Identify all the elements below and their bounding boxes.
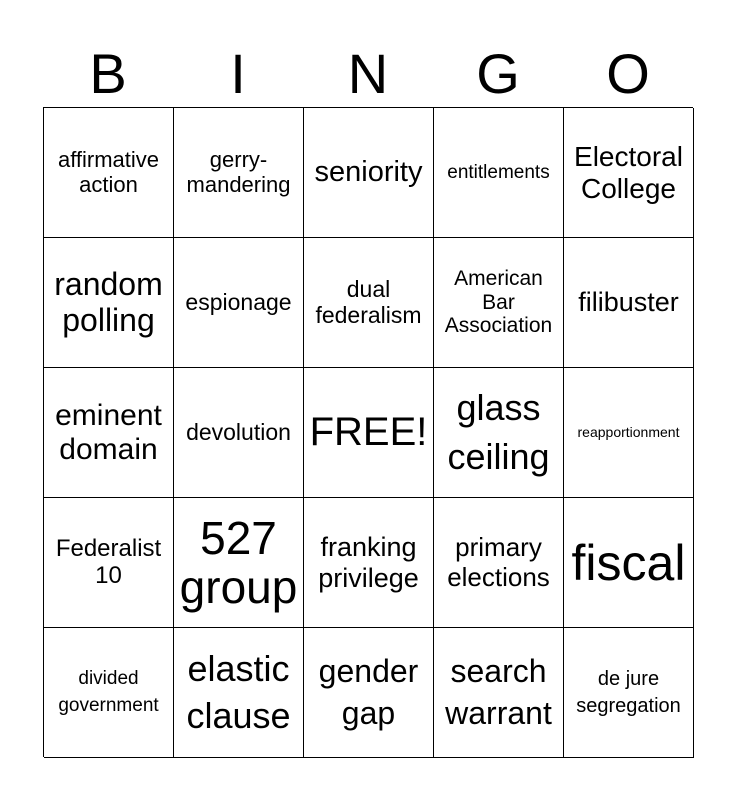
bingo-cell-r4c3[interactable] <box>304 498 434 628</box>
bingo-cell-r5c2[interactable] <box>174 628 304 758</box>
bingo-cell-r1c1[interactable] <box>44 108 174 238</box>
cell-text: entitlements <box>447 161 550 183</box>
bingo-cell-r5c1[interactable] <box>44 628 174 758</box>
header-letter-n: N <box>347 42 389 105</box>
cell-text: espionage <box>185 288 292 315</box>
bingo-cell-r5c4[interactable] <box>434 628 564 758</box>
bingo-cell-r4c2[interactable] <box>174 498 304 628</box>
bingo-grid <box>43 107 693 757</box>
cell-text: reapportionment <box>577 423 680 440</box>
cell-text: gerry- mandering <box>186 146 291 197</box>
cell-text: random polling <box>54 265 163 338</box>
cell-text: affirmative action <box>57 146 160 197</box>
bingo-cell-r3c4[interactable] <box>434 368 564 498</box>
bingo-cell-r1c3[interactable] <box>304 108 434 238</box>
cell-text: glass ceiling <box>447 386 550 477</box>
header-letter-b: B <box>89 42 127 105</box>
bingo-cell-r4c4[interactable] <box>434 498 564 628</box>
bingo-cell-r3c5[interactable] <box>564 368 694 498</box>
bingo-cell-r2c2[interactable] <box>174 238 304 368</box>
header-letter-g: G <box>476 42 520 105</box>
bingo-cell-r2c3[interactable] <box>304 238 434 368</box>
cell-text: de jure segregation <box>576 667 681 717</box>
cell-text: devolution <box>186 418 291 445</box>
cell-text: primary elections <box>447 532 550 592</box>
header-letter-i: I <box>230 42 246 105</box>
cell-text: American Bar Association <box>444 267 553 338</box>
cell-text: divided government <box>58 667 159 716</box>
cell-text: search warrant <box>445 652 552 731</box>
cell-text: filibuster <box>578 287 679 318</box>
free-space: FREE! <box>309 410 428 455</box>
cell-text: Federalist 10 <box>55 534 162 589</box>
cell-text: elastic clause <box>186 647 291 736</box>
cell-text: franking privilege <box>318 532 419 593</box>
cell-text: dual federalism <box>315 275 422 328</box>
bingo-cell-r2c5[interactable] <box>564 238 694 368</box>
bingo-cell-r2c1[interactable] <box>44 238 174 368</box>
bingo-cell-r1c2[interactable] <box>174 108 304 238</box>
bingo-cell-r1c5[interactable] <box>564 108 694 238</box>
bingo-cell-r1c4[interactable] <box>434 108 564 238</box>
bingo-cell-r4c1[interactable] <box>44 498 174 628</box>
cell-text: Electoral College <box>574 141 683 204</box>
cell-text: 527 group <box>179 512 298 613</box>
bingo-cell-r3c1[interactable] <box>44 368 174 498</box>
bingo-cell-r2c4[interactable] <box>434 238 564 368</box>
cell-text: seniority <box>314 156 423 189</box>
cell-text: fiscal <box>571 534 686 591</box>
bingo-cell-r5c5[interactable] <box>564 628 694 758</box>
bingo-cell-r5c3[interactable] <box>304 628 434 758</box>
bingo-cell-r3c2[interactable] <box>174 368 304 498</box>
cell-text: eminent domain <box>55 398 162 466</box>
bingo-cell-r3c3[interactable] <box>304 368 434 498</box>
bingo-header <box>43 40 693 108</box>
bingo-cell-r4c5[interactable] <box>564 498 694 628</box>
header-letter-o: O <box>606 42 650 105</box>
cell-text: gender gap <box>318 652 419 731</box>
